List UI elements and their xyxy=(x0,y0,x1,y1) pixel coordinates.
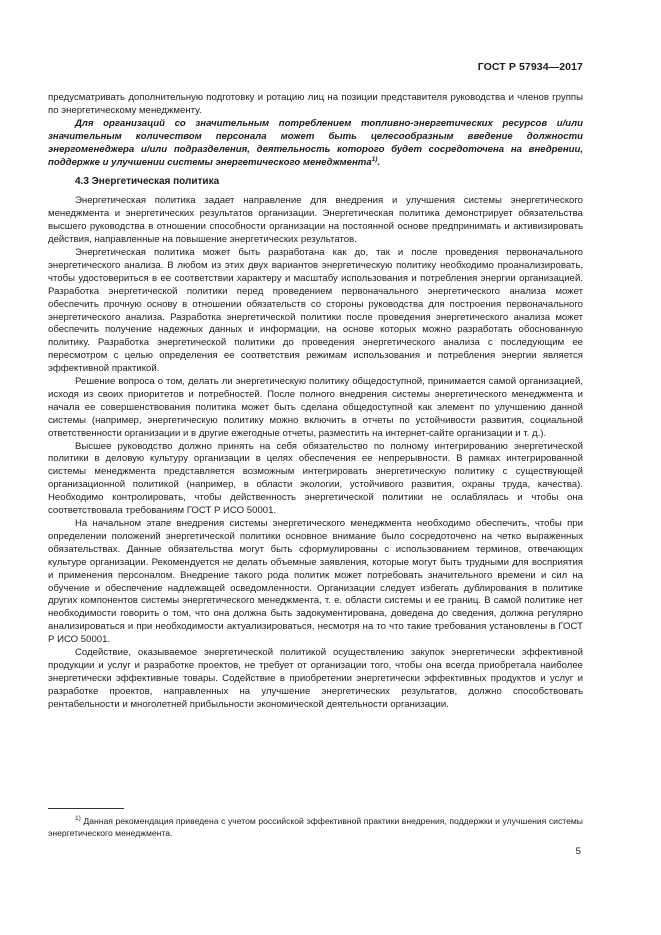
paragraph: Энергетическая политика может быть разработана как до, так и после проведения первоначального энергетического анализа. В любом из этих двух вариантов энергетическую политику необходимо проанализировать, чтобы удостовериться в ее соответствии характеру и масштабу использования и потребления энергии организацией. Разработка энергетической политики перед проведением первоначального энергетического анализа может обеспечить прочную основу в отношении обязательств со стороны руководства для построения первоначального энергетического анализа. Разработка энергетической политики после проведения энергетического анализа может обеспечить получение надежных данных и информации, на основе которых можно разработать обоснованную политику. Разработка энергетической политики до проведения энергетического анализа с последующим ее пересмотром с целью определения ее соответствия режимам использования и потребления энергии является эффективной практикой. xyxy=(48,246,583,375)
footnote-marker: 1) xyxy=(75,815,81,823)
document-id-header: ГОСТ Р 57934—2017 xyxy=(477,61,583,73)
paragraph: Энергетическая политика задает направление для внедрения и улучшения системы энергетического менеджмента и энергетических результатов организации. Энергетическая политика демонстрирует обязательства высшего руководства в отношении способности организации на постоянной основе предпринимать и активизировать действия, направленные на повышение энергетических результатов. xyxy=(48,195,583,246)
footnote-text: Данная рекомендация приведена с учетом российской эффективной практики внедрения, поддержки и улучшения системы энергетического менеджмента. xyxy=(48,816,583,838)
footnote xyxy=(48,816,583,839)
paragraph: Высшее руководство должно принять на себя обязательство по полному интегрированию энергетической политики в деловую культуру организации в целях обеспечения ее непрерывности. В рамках интегрированной системы менеджмента представляется возможным интегрировать энергетическую политику с существующей организационной политикой (например, в области экологии, устойчивого развития, охраны труда, качества). Необходимо контролировать, чтобы действенность энергетической политики не ослаблялась и чтобы она соответствовала требованиям ГОСТ Р ИСО 50001. xyxy=(48,440,583,517)
section-heading: 4.3 Энергетическая политика xyxy=(75,176,220,188)
paragraph: Содействие, оказываемое энергетической политикой осуществлению закупок энергетически эффективной продукции и услуг и разработке проектов, не требует от организации того, чтобы она всегда приобретала наиболее энергетически эффективные товары. Содействие в приобретении энергетически эффективных продуктов и услуг и разработке проектов, направленных на улучшение энергетических результатов, должно способствовать рентабельности и многолетней прибыльности экономической деятельности организации. xyxy=(48,647,583,710)
paragraph: На начальном этапе внедрения системы энергетического менеджмента необходимо обеспечить, чтобы при определении положений энергетической политики основное внимание было сосредоточено на четко выраженных обязательствах. Данные обязательства могут быть сформулированы с использованием терминов, отвечающих культуре организации. Рекомендуется не делать объемные заявления, которые могут быть трудными для восприятия и применения персоналом. Внедрение такого рода политик может потребовать значительного времени и сил на обучение и обеспечение надлежащей осведомленности. Организации следует избегать дублирования в политике других компонентов системы энергетического менеджмента, т. е. области системы и ее границ. В самой политике нет необходимости говорить о том, что она должна быть задокументирована, доведена до сведения, должна регулярно анализироваться и при необходимости актуализироваться, несмотря на то что такие требования установлены в ГОСТ Р ИСО 50001. xyxy=(48,518,583,646)
paragraph-continuation: предусматривать дополнительную подготовку и ротацию лиц на позиции представителя руководства и членов группы по энергетическому менеджменту. xyxy=(48,92,583,116)
emphasis-end: . xyxy=(377,156,381,168)
emphasis-text: Для организаций со значительным потреблением топливно-энергетических ресурсов и/или значительным количеством персонала может быть целесообразным введение должности энергоменеджера и/или подразделения, деятельность которого будет сосредоточена на внедрении, поддержке и улучшении системы энергетического менеджмента xyxy=(48,117,583,168)
footnote-reference: 1) xyxy=(371,155,378,163)
page-number: 5 xyxy=(575,846,581,857)
body-text xyxy=(48,92,583,712)
footnote-separator xyxy=(48,808,124,809)
paragraph-emphasis xyxy=(48,118,583,170)
paragraph: Решение вопроса о том, делать ли энергетическую политику общедоступной, принимается самой организацией, исходя из своих приоритетов и потребностей. После полного внедрения системы энергетического менеджмента и начала ее совершенствования политика может быть сделана общедоступной как элемент по улучшению данной системы (например, энергетическую политику можно включить в отчеты по устойчивости развития, социальной ответственности организации и в другие ежегодные отчеты, разместить на интернет-сайте организации и т. д.). xyxy=(48,376,583,439)
